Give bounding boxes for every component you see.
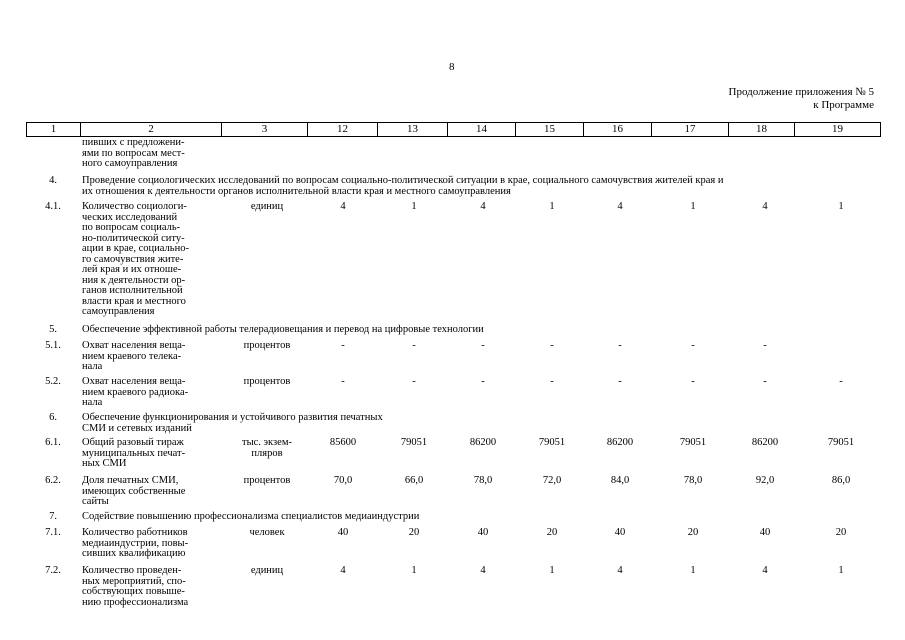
section-title: Содействие повышению профессионализма специалистов медиаиндустрии — [82, 511, 420, 522]
indicator-unit: тыс. экзем- пляров — [242, 437, 292, 459]
header-col-13: 13 — [378, 123, 448, 137]
indicator-value: - — [481, 340, 485, 351]
indicator-title: Количество социологи- ческих исследований по вопросам социаль- но-политической ситу- ации в крае, социально- го самочувствия жите- лей края и их отноше- ния к деятельности ор- ганов исполнительной власти края и местного самоуправления — [82, 201, 189, 317]
indicator-title: Количество работников медиаиндустрии, повы- сивших квалификацию — [82, 527, 189, 559]
indicator-value: 78,0 — [473, 475, 493, 486]
continuation-line-1: Продолжение приложения № 5 — [728, 86, 874, 98]
header-col-2: 2 — [81, 123, 222, 137]
indicator-value: 79051 — [400, 437, 428, 448]
indicator-value: - — [839, 376, 843, 387]
indicator-value: - — [341, 376, 345, 387]
indicator-value: 4 — [480, 565, 486, 576]
section-number: 7. — [49, 511, 57, 522]
indicator-value: - — [412, 376, 416, 387]
indicator-unit: единиц — [250, 565, 284, 576]
indicator-value: - — [412, 340, 416, 351]
indicator-value: 4 — [762, 565, 768, 576]
section-title: Обеспечение функционирования и устойчивого развития печатных СМИ и сетевых изданий — [82, 412, 383, 434]
header-col-16: 16 — [584, 123, 652, 137]
indicator-value: 79051 — [827, 437, 855, 448]
indicator-value: 4 — [480, 201, 486, 212]
indicator-unit: процентов — [243, 340, 291, 351]
indicator-unit: процентов — [243, 376, 291, 387]
indicator-value: 1 — [411, 201, 417, 212]
header-col-3: 3 — [222, 123, 308, 137]
section-number: 4. — [49, 175, 57, 186]
indicator-value: 1 — [838, 565, 844, 576]
header-col-18: 18 — [729, 123, 795, 137]
indicator-title: Общий разовый тираж муниципальных печат- ных СМИ — [82, 437, 186, 469]
indicator-unit: процентов — [243, 475, 291, 486]
indicator-value: 84,0 — [610, 475, 630, 486]
column-number-header — [26, 122, 881, 137]
indicator-number: 7.2. — [45, 565, 61, 576]
header-col-12: 12 — [308, 123, 378, 137]
indicator-value: - — [763, 376, 767, 387]
indicator-value: 66,0 — [404, 475, 424, 486]
indicator-value: 79051 — [538, 437, 566, 448]
carryover-text: пивших с предложени- ями по вопросам мест- ного самоуправления — [82, 137, 185, 169]
indicator-number: 6.2. — [45, 475, 61, 486]
indicator-value: - — [691, 376, 695, 387]
header-col-19: 19 — [795, 123, 881, 137]
indicator-value: - — [691, 340, 695, 351]
indicator-number: 7.1. — [45, 527, 61, 538]
indicator-value: - — [550, 340, 554, 351]
indicator-value: 20 — [546, 527, 558, 538]
indicator-value: 1 — [690, 565, 696, 576]
indicator-unit: человек — [249, 527, 285, 538]
indicator-value: 86200 — [469, 437, 497, 448]
page-number: 8 — [449, 61, 455, 73]
indicator-value: 4 — [762, 201, 768, 212]
indicator-title: Охват населения веща- нием краевого радиока- нала — [82, 376, 189, 408]
indicator-number: 4.1. — [45, 201, 61, 212]
indicator-number: 5.2. — [45, 376, 61, 387]
indicator-title: Количество проведен- ных мероприятий, спо- собствующих повыше- нию профессионализма — [82, 565, 189, 608]
indicator-value: 70,0 — [333, 475, 353, 486]
indicator-value: 20 — [408, 527, 420, 538]
indicator-value: 86200 — [751, 437, 779, 448]
header-col-17: 17 — [652, 123, 729, 137]
continuation-line-2: к Программе — [813, 99, 874, 111]
indicator-unit: единиц — [250, 201, 284, 212]
indicator-value: - — [618, 340, 622, 351]
indicator-value: 4 — [617, 201, 623, 212]
section-number: 6. — [49, 412, 57, 423]
indicator-value: 1 — [549, 201, 555, 212]
indicator-value: 40 — [477, 527, 489, 538]
indicator-value: 72,0 — [542, 475, 562, 486]
indicator-value: 4 — [617, 565, 623, 576]
indicator-value: 4 — [340, 201, 346, 212]
header-col-1: 1 — [27, 123, 81, 137]
indicator-value: 85600 — [329, 437, 357, 448]
indicator-value: 40 — [759, 527, 771, 538]
indicator-number: 5.1. — [45, 340, 61, 351]
indicator-value: 4 — [340, 565, 346, 576]
indicator-value: 1 — [838, 201, 844, 212]
indicator-value: 20 — [835, 527, 847, 538]
indicator-value: 92,0 — [755, 475, 775, 486]
indicator-value: 86200 — [606, 437, 634, 448]
indicator-value: - — [341, 340, 345, 351]
indicator-value: 86,0 — [831, 475, 851, 486]
indicator-value: 78,0 — [683, 475, 703, 486]
indicator-value: 79051 — [679, 437, 707, 448]
indicator-value: - — [550, 376, 554, 387]
indicator-value: - — [618, 376, 622, 387]
section-title: Обеспечение эффективной работы телерадиовещания и перевод на цифровые технологии — [82, 324, 484, 335]
indicator-value: 1 — [411, 565, 417, 576]
indicator-value: - — [481, 376, 485, 387]
section-number: 5. — [49, 324, 57, 335]
indicator-value: 40 — [614, 527, 626, 538]
indicator-value: 40 — [337, 527, 349, 538]
indicator-title: Охват населения веща- нием краевого телека- нала — [82, 340, 186, 372]
indicator-value: 20 — [687, 527, 699, 538]
indicator-number: 6.1. — [45, 437, 61, 448]
section-title: Проведение социологических исследований по вопросам социально-политической ситуации в крае, социального самочувствия жителей края и их отношения к деятельности органов исполнительной власти края и местного самоуправления — [82, 175, 724, 197]
indicator-value: - — [763, 340, 767, 351]
indicator-title: Доля печатных СМИ, имеющих собственные сайты — [82, 475, 186, 507]
appendix-continuation-note — [729, 86, 874, 112]
indicator-value: 1 — [690, 201, 696, 212]
indicator-value: 1 — [549, 565, 555, 576]
header-col-15: 15 — [516, 123, 584, 137]
header-col-14: 14 — [448, 123, 516, 137]
